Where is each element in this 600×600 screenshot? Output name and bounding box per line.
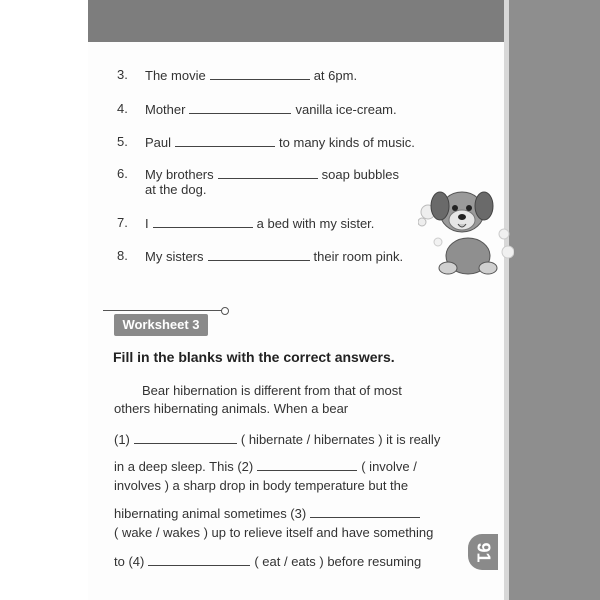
answer-blank[interactable] — [310, 505, 420, 518]
page-edge — [504, 0, 509, 600]
exercise-text: My brothers — [145, 167, 214, 182]
exercise-number: 8. — [117, 248, 128, 263]
exercise-text: to many kinds of music. — [279, 135, 415, 150]
scan-margin-top — [88, 0, 508, 42]
answer-blank[interactable] — [210, 67, 310, 80]
paragraph-line — [114, 458, 417, 475]
blank-number: (1) — [114, 432, 130, 447]
exercise-text: Mother — [145, 102, 186, 117]
exercise-number: 6. — [117, 166, 128, 181]
choice-text: ( hibernate / hibernates ) it is really — [240, 432, 441, 447]
paragraph-text: to (4) — [114, 554, 145, 569]
paragraph-line: involves ) a sharp drop in body temperature but the — [114, 478, 409, 493]
exercise-number: 3. — [117, 67, 128, 82]
scan-margin-right — [508, 0, 600, 600]
worksheet-badge: Worksheet 3 — [114, 314, 208, 336]
paragraph-line: Bear hibernation is different from that of most — [142, 383, 402, 398]
paragraph-text: in a deep sleep. This (2) — [114, 459, 254, 474]
exercise-text: The movie — [145, 68, 206, 83]
paragraph-text: hibernating animal sometimes (3) — [114, 506, 307, 521]
exercise-text: a bed with my sister. — [256, 216, 375, 231]
paragraph-line — [114, 505, 424, 522]
answer-blank[interactable] — [218, 166, 318, 179]
answer-blank[interactable] — [134, 431, 237, 444]
answer-blank[interactable] — [153, 215, 253, 228]
answer-blank[interactable] — [175, 134, 275, 147]
scan-margin-left — [0, 0, 88, 600]
paragraph-line: ( wake / wakes ) up to relieve itself and have something — [114, 525, 434, 540]
exercise-text: at 6pm. — [313, 68, 358, 83]
worksheet-divider — [103, 310, 225, 311]
exercise-text: at the dog. — [145, 182, 207, 197]
exercise-number: 5. — [117, 134, 128, 149]
answer-blank[interactable] — [148, 553, 250, 566]
puppy-illustration — [418, 176, 514, 284]
choice-text: ( involve / — [361, 459, 417, 474]
exercise-text: their room pink. — [313, 249, 404, 264]
exercise-number: 7. — [117, 215, 128, 230]
paragraph-line — [114, 431, 440, 448]
instruction-text: Fill in the blanks with the correct answers. — [113, 349, 395, 365]
answer-blank[interactable] — [208, 248, 310, 261]
exercise-text: My sisters — [145, 249, 204, 264]
exercise-text: Paul — [145, 135, 172, 150]
paragraph-line: others hibernating animals. When a bear — [114, 401, 349, 416]
divider-dot — [221, 307, 229, 315]
exercise-text: soap bubbles — [321, 167, 399, 182]
page-number-tab — [468, 534, 498, 570]
paragraph-line — [114, 553, 421, 570]
exercise-number: 4. — [117, 101, 128, 116]
answer-blank[interactable] — [189, 101, 291, 114]
exercise-text: vanilla ice-cream. — [295, 102, 397, 117]
choice-text: ( eat / eats ) before resuming — [254, 554, 422, 569]
page-number: 91 — [473, 541, 494, 563]
answer-blank[interactable] — [257, 458, 357, 471]
exercise-text: I — [145, 216, 149, 231]
